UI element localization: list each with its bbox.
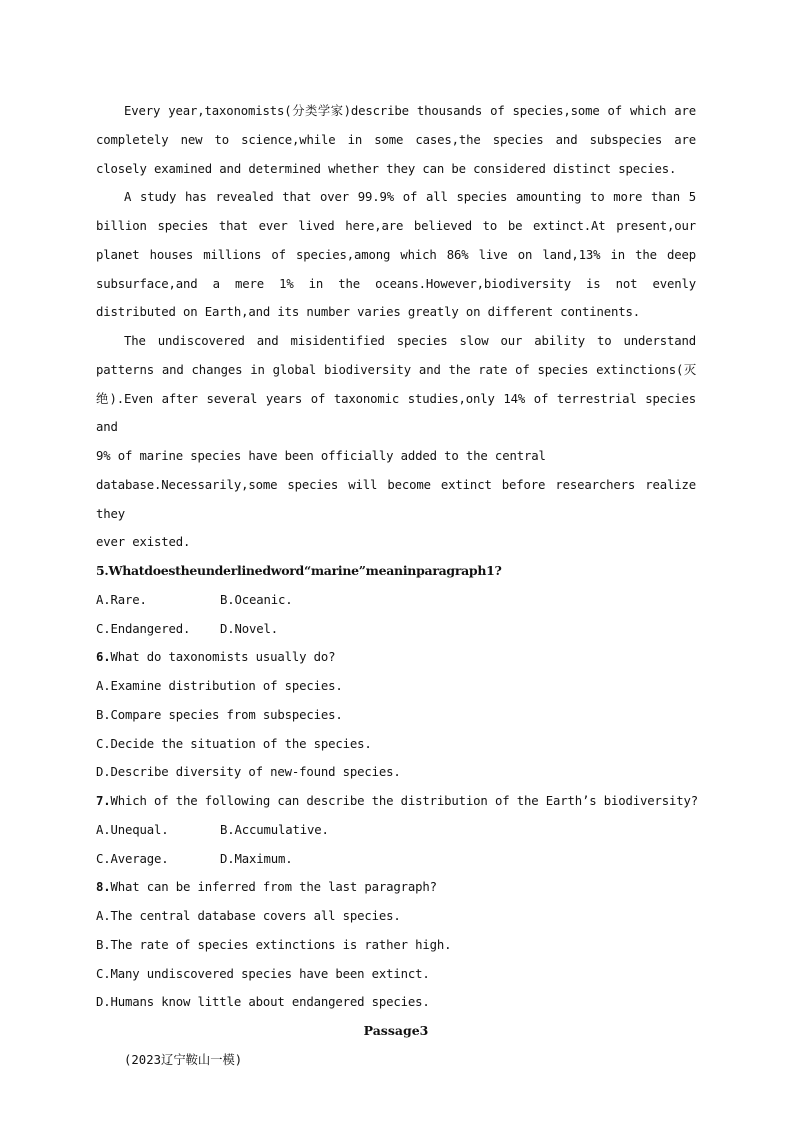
option-c[interactable]: C.Average. [96, 851, 169, 866]
question-stem [96, 557, 696, 586]
question-number: 6. [96, 650, 111, 665]
option-c[interactable]: C.Decide the situation of the species. [96, 736, 372, 751]
paragraph-1: Every year,taxonomists(分类学家)describe thousands of species,some of which are completely new to science,while in some cases,the species and subspecies are closely examined and determined whether they can be considered distinct species. [96, 104, 696, 176]
question-5 [96, 557, 696, 643]
option-a[interactable]: A.Unequal. [96, 822, 169, 837]
option-d[interactable]: D.Maximum. [220, 851, 293, 866]
question-stem [96, 787, 699, 816]
option-a[interactable]: A.The central database covers all species. [96, 909, 401, 923]
option-c[interactable]: C.Many undiscovered species have been extinct. [96, 966, 430, 981]
option-b[interactable]: B.The rate of species extinctions is rather high. [96, 937, 452, 952]
question-number: 7. [96, 794, 111, 808]
paragraph-3 [96, 327, 696, 557]
paragraph-3-line: ever existed. [96, 535, 191, 550]
question-text: What do taxonomists usually do? [110, 650, 336, 665]
passage-source: (2023辽宁鞍山一模) [124, 1052, 243, 1067]
question-text: Whatdoestheunderlinedword“marine”meaninparagraph1? [108, 563, 502, 578]
option-d[interactable]: D.Describe diversity of new-found species. [96, 765, 401, 780]
paragraph-3-line: patterns and changes in global biodiversity and the rate of species extinctions(灭 [96, 362, 696, 377]
paragraph-3-line: 9% of marine species have been officially added to the central [96, 449, 546, 463]
paragraph-3-line: The undiscovered and misidentified species slow our ability to understand [124, 334, 696, 348]
option-b[interactable]: B.Oceanic. [220, 592, 293, 607]
question-text: What can be inferred from the last paragraph? [110, 880, 437, 895]
question-stem [96, 873, 696, 902]
options-row [96, 615, 696, 644]
option-d[interactable]: D.Humans know little about endangered species. [96, 995, 430, 1010]
question-stem [96, 643, 696, 672]
option-a[interactable]: A.Examine distribution of species. [96, 679, 343, 693]
question-number: 8. [96, 880, 111, 895]
paragraph-2: A study has revealed that over 99.9% of all species amounting to more than 5 billion species that ever lived here,are believed to be extinct.At present,our planet houses millions of species,among which 86% live on land,13% in the deep subsurface,and a mere 1% in the oceans.However,biodiversity is not evenly distributed on Earth,and its number varies greatly on different continents. [96, 190, 696, 320]
question-text: Which of the following can describe the distribution of the Earth’s biodiversity? [110, 794, 699, 808]
document-page [96, 97, 699, 1075]
option-b[interactable]: B.Accumulative. [220, 822, 329, 837]
option-d[interactable]: D.Novel. [220, 621, 279, 636]
question-7 [96, 787, 699, 873]
options-row [96, 816, 696, 845]
option-b[interactable]: B.Compare species from subspecies. [96, 707, 343, 722]
question-number: 5. [96, 563, 109, 578]
option-c[interactable]: C.Endangered. [96, 621, 191, 636]
option-a[interactable]: A.Rare. [96, 592, 147, 607]
paragraph-3-line: database.Necessarily,some species will become extinct before researchers realize they [96, 477, 696, 521]
options-row [96, 845, 696, 874]
paragraph-3-line: 绝).Even after several years of taxonomic studies,only 14% of terrestrial species and [96, 391, 696, 435]
passage-title: Passage3 [363, 1023, 429, 1038]
question-6 [96, 643, 696, 787]
options-row [96, 586, 696, 615]
question-8 [96, 873, 696, 1017]
